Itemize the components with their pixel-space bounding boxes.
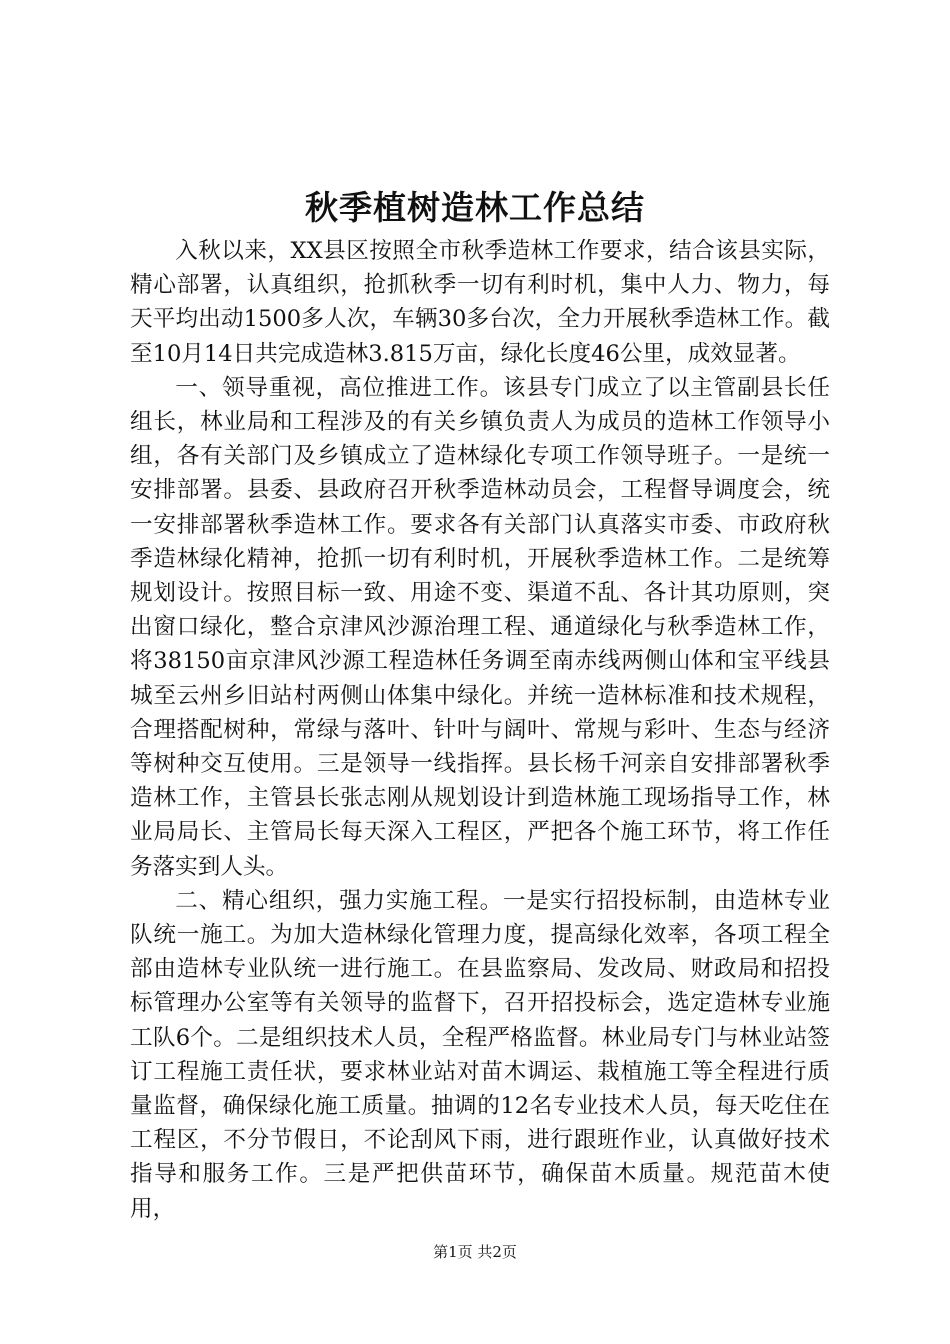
intro-paragraph: 入秋以来，XX县区按照全市秋季造林工作要求，结合该县实际，精心部署，认真组织，抢抓秋季一切有利时机，集中人力、物力，每天平均出动1500多人次，车辆30多台次，全力开展秋季造林工作。截至10月14日共完成造林3.815万亩，绿化长度46公里，成效显著。 bbox=[130, 238, 830, 367]
document-title: 秋季植树造林工作总结 bbox=[305, 188, 645, 227]
page-number: 第1页 共2页 bbox=[433, 1243, 517, 1261]
section-one-paragraph: 一、领导重视，高位推进工作。该县专门成立了以主管副县长任组长，林业局和工程涉及的有关乡镇负责人为成员的造林工作领导小组，各有关部门及乡镇成立了造林绿化专项工作领导班子。一是统一安排部署。县委、县政府召开秋季造林动员会，工程督导调度会，统一安排部署秋季造林工作。要求各有关部门认真落实市委、市政府秋季造林绿化精神，抢抓一切有利时机，开展秋季造林工作。二是统筹规划设计。按照目标一致、用途不变、渠道不乱、各计其功原则，突出窗口绿化，整合京津风沙源治理工程、通道绿化与秋季造林工作，将38150亩京津风沙源工程造林任务调至南赤线两侧山体和宝平线县城至云州乡旧站村两侧山体集中绿化。并统一造林标准和技术规程，合理搭配树种，常绿与落叶、针叶与阔叶、常规与彩叶、生态与经济等树种交互使用。三是领导一线指挥。县长杨千河亲自安排部署秋季造林工作，主管县长张志刚从规划设计到造林施工现场指导工作，林业局局长、主管局长每天深入工程区，严把各个施工环节，将工作任务落实到人头。 bbox=[130, 374, 830, 880]
document-body bbox=[130, 234, 830, 1226]
section-two-paragraph: 二、精心组织，强力实施工程。一是实行招投标制，由造林专业队统一施工。为加大造林绿化管理力度，提高绿化效率，各项工程全部由造林专业队统一进行施工。在县监察局、发改局、财政局和招投标管理办公室等有关领导的监督下，召开招投标会，选定造林专业施工队6个。二是组织技术人员，全程严格监督。林业局专门与林业站签订工程施工责任状，要求林业站对苗木调运、栽植施工等全程进行质量监督，确保绿化施工质量。抽调的12名专业技术人员，每天吃住在工程区，不分节假日，不论刮风下雨，进行跟班作业，认真做好技术指导和服务工作。三是严把供苗环节，确保苗木质量。规范苗木使用， bbox=[130, 887, 830, 1222]
